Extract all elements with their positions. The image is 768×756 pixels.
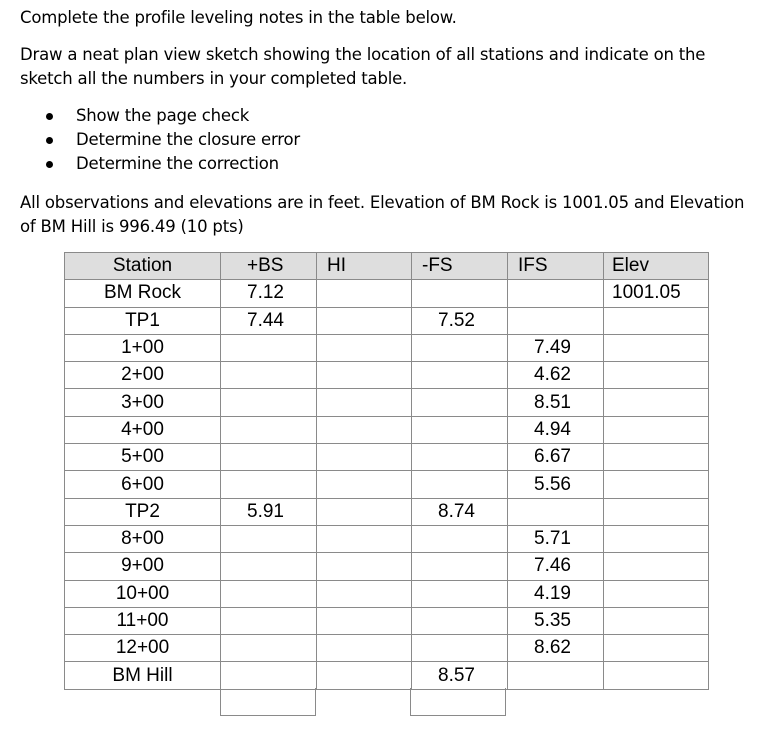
fs-cell[interactable]: [412, 280, 508, 307]
hi-cell[interactable]: [317, 525, 412, 552]
table-row: [65, 525, 709, 552]
hi-cell[interactable]: [317, 307, 412, 334]
hi-cell[interactable]: [317, 280, 412, 307]
station-cell: 6+00: [65, 471, 221, 498]
elev-cell[interactable]: [604, 471, 709, 498]
table-row: [65, 416, 709, 443]
elev-cell[interactable]: [604, 607, 709, 634]
hi-cell[interactable]: [317, 498, 412, 525]
fs-cell[interactable]: [412, 525, 508, 552]
task-bullet-list: [44, 104, 300, 176]
bs-cell[interactable]: [221, 389, 317, 416]
fs-cell[interactable]: [412, 362, 508, 389]
header-station: Station: [65, 253, 221, 280]
ifs-cell[interactable]: 4.94: [508, 416, 604, 443]
fs-cell[interactable]: 8.57: [412, 662, 508, 689]
ifs-cell[interactable]: 5.56: [508, 471, 604, 498]
instruction-para2-line-2: sketch all the numbers in your completed table.: [20, 69, 408, 88]
fs-cell[interactable]: [412, 607, 508, 634]
station-cell: 4+00: [65, 416, 221, 443]
station-cell: 5+00: [65, 444, 221, 471]
instruction-para3-line-1: All observations and elevations are in feet. Elevation of BM Rock is 1001.05 and Elevation: [20, 193, 745, 212]
hi-cell[interactable]: [317, 334, 412, 361]
fs-cell[interactable]: [412, 553, 508, 580]
fs-cell[interactable]: [412, 334, 508, 361]
header-elev: Elev: [604, 253, 709, 280]
elev-cell[interactable]: [604, 416, 709, 443]
table-row: [65, 580, 709, 607]
station-cell: TP2: [65, 498, 221, 525]
ifs-cell[interactable]: [508, 498, 604, 525]
leveling-notes-table: [64, 252, 709, 690]
bullet-item: [44, 152, 300, 176]
hi-cell[interactable]: [317, 635, 412, 662]
elev-cell[interactable]: [604, 662, 709, 689]
station-cell: 10+00: [65, 580, 221, 607]
ifs-cell[interactable]: 8.62: [508, 635, 604, 662]
table-row: [65, 607, 709, 634]
hi-cell[interactable]: [317, 362, 412, 389]
header-fs: -FS: [412, 253, 508, 280]
ifs-cell[interactable]: [508, 280, 604, 307]
table-row: [65, 334, 709, 361]
ifs-cell[interactable]: 4.62: [508, 362, 604, 389]
elev-cell[interactable]: 1001.05: [604, 280, 709, 307]
station-cell: TP1: [65, 307, 221, 334]
table-row: [65, 280, 709, 307]
hi-cell[interactable]: [317, 471, 412, 498]
header-hi: HI: [317, 253, 412, 280]
station-cell: 3+00: [65, 389, 221, 416]
fs-cell[interactable]: [412, 471, 508, 498]
elev-cell[interactable]: [604, 580, 709, 607]
table-row: [65, 307, 709, 334]
ifs-cell[interactable]: 8.51: [508, 389, 604, 416]
ifs-cell[interactable]: 5.35: [508, 607, 604, 634]
table-row: [65, 362, 709, 389]
table-row: [65, 444, 709, 471]
hi-cell[interactable]: [317, 580, 412, 607]
bs-cell[interactable]: [221, 607, 317, 634]
bs-cell[interactable]: [221, 362, 317, 389]
bullet-dot-icon: [46, 137, 53, 144]
fs-cell[interactable]: [412, 580, 508, 607]
elev-cell[interactable]: [604, 525, 709, 552]
bullet-item: [44, 104, 300, 128]
table-row: [65, 635, 709, 662]
station-cell: 9+00: [65, 553, 221, 580]
station-cell: 1+00: [65, 334, 221, 361]
station-cell: BM Rock: [65, 280, 221, 307]
bs-cell[interactable]: 5.91: [221, 498, 317, 525]
elev-cell[interactable]: [604, 307, 709, 334]
instruction-line-1: Complete the profile leveling notes in the table below.: [20, 8, 457, 27]
bullet-dot-icon: [46, 113, 53, 120]
ifs-cell[interactable]: 5.71: [508, 525, 604, 552]
fs-sum-box[interactable]: [410, 688, 506, 716]
table-header-row: [65, 253, 709, 280]
hi-cell[interactable]: [317, 389, 412, 416]
bullet-text: Determine the closure error: [76, 130, 300, 149]
elev-cell[interactable]: [604, 444, 709, 471]
hi-cell[interactable]: [317, 553, 412, 580]
bullet-dot-icon: [46, 161, 53, 168]
instruction-para2-line-1: Draw a neat plan view sketch showing the location of all stations and indicate on the: [20, 45, 706, 64]
ifs-cell[interactable]: [508, 307, 604, 334]
bs-cell[interactable]: [221, 334, 317, 361]
hi-cell[interactable]: [317, 662, 412, 689]
table-row: [65, 471, 709, 498]
hi-cell[interactable]: [317, 607, 412, 634]
elev-cell[interactable]: [604, 553, 709, 580]
table-row: [65, 662, 709, 689]
bs-cell[interactable]: 7.44: [221, 307, 317, 334]
station-cell: 11+00: [65, 607, 221, 634]
header-bs: +BS: [221, 253, 317, 280]
fs-cell[interactable]: 8.74: [412, 498, 508, 525]
ifs-cell[interactable]: [508, 662, 604, 689]
station-cell: 12+00: [65, 635, 221, 662]
bs-cell[interactable]: [221, 553, 317, 580]
elev-cell[interactable]: [604, 334, 709, 361]
fs-cell[interactable]: [412, 635, 508, 662]
station-cell: 2+00: [65, 362, 221, 389]
elev-cell[interactable]: [604, 389, 709, 416]
fs-cell[interactable]: [412, 416, 508, 443]
header-ifs: IFS: [508, 253, 604, 280]
bullet-item: [44, 128, 300, 152]
bs-cell[interactable]: [221, 471, 317, 498]
bs-cell[interactable]: [221, 662, 317, 689]
station-cell: BM Hill: [65, 662, 221, 689]
ifs-cell[interactable]: 7.49: [508, 334, 604, 361]
table-row: [65, 553, 709, 580]
elev-cell[interactable]: [604, 362, 709, 389]
fs-cell[interactable]: [412, 444, 508, 471]
table-row: [65, 498, 709, 525]
table-row: [65, 389, 709, 416]
elev-cell[interactable]: [604, 635, 709, 662]
elev-cell[interactable]: [604, 498, 709, 525]
bs-cell[interactable]: [221, 416, 317, 443]
ifs-cell[interactable]: 7.46: [508, 553, 604, 580]
fs-cell[interactable]: 7.52: [412, 307, 508, 334]
station-cell: 8+00: [65, 525, 221, 552]
hi-cell[interactable]: [317, 444, 412, 471]
bs-cell[interactable]: [221, 635, 317, 662]
ifs-cell[interactable]: 6.67: [508, 444, 604, 471]
instruction-para3-line-2: of BM Hill is 996.49 (10 pts): [20, 217, 244, 236]
bullet-text: Show the page check: [76, 106, 250, 125]
bs-cell[interactable]: [221, 444, 317, 471]
bs-sum-box[interactable]: [220, 688, 316, 716]
bs-cell[interactable]: 7.12: [221, 280, 317, 307]
fs-cell[interactable]: [412, 389, 508, 416]
bs-cell[interactable]: [221, 580, 317, 607]
bullet-text: Determine the correction: [76, 154, 279, 173]
ifs-cell[interactable]: 4.19: [508, 580, 604, 607]
hi-cell[interactable]: [317, 416, 412, 443]
bs-cell[interactable]: [221, 525, 317, 552]
